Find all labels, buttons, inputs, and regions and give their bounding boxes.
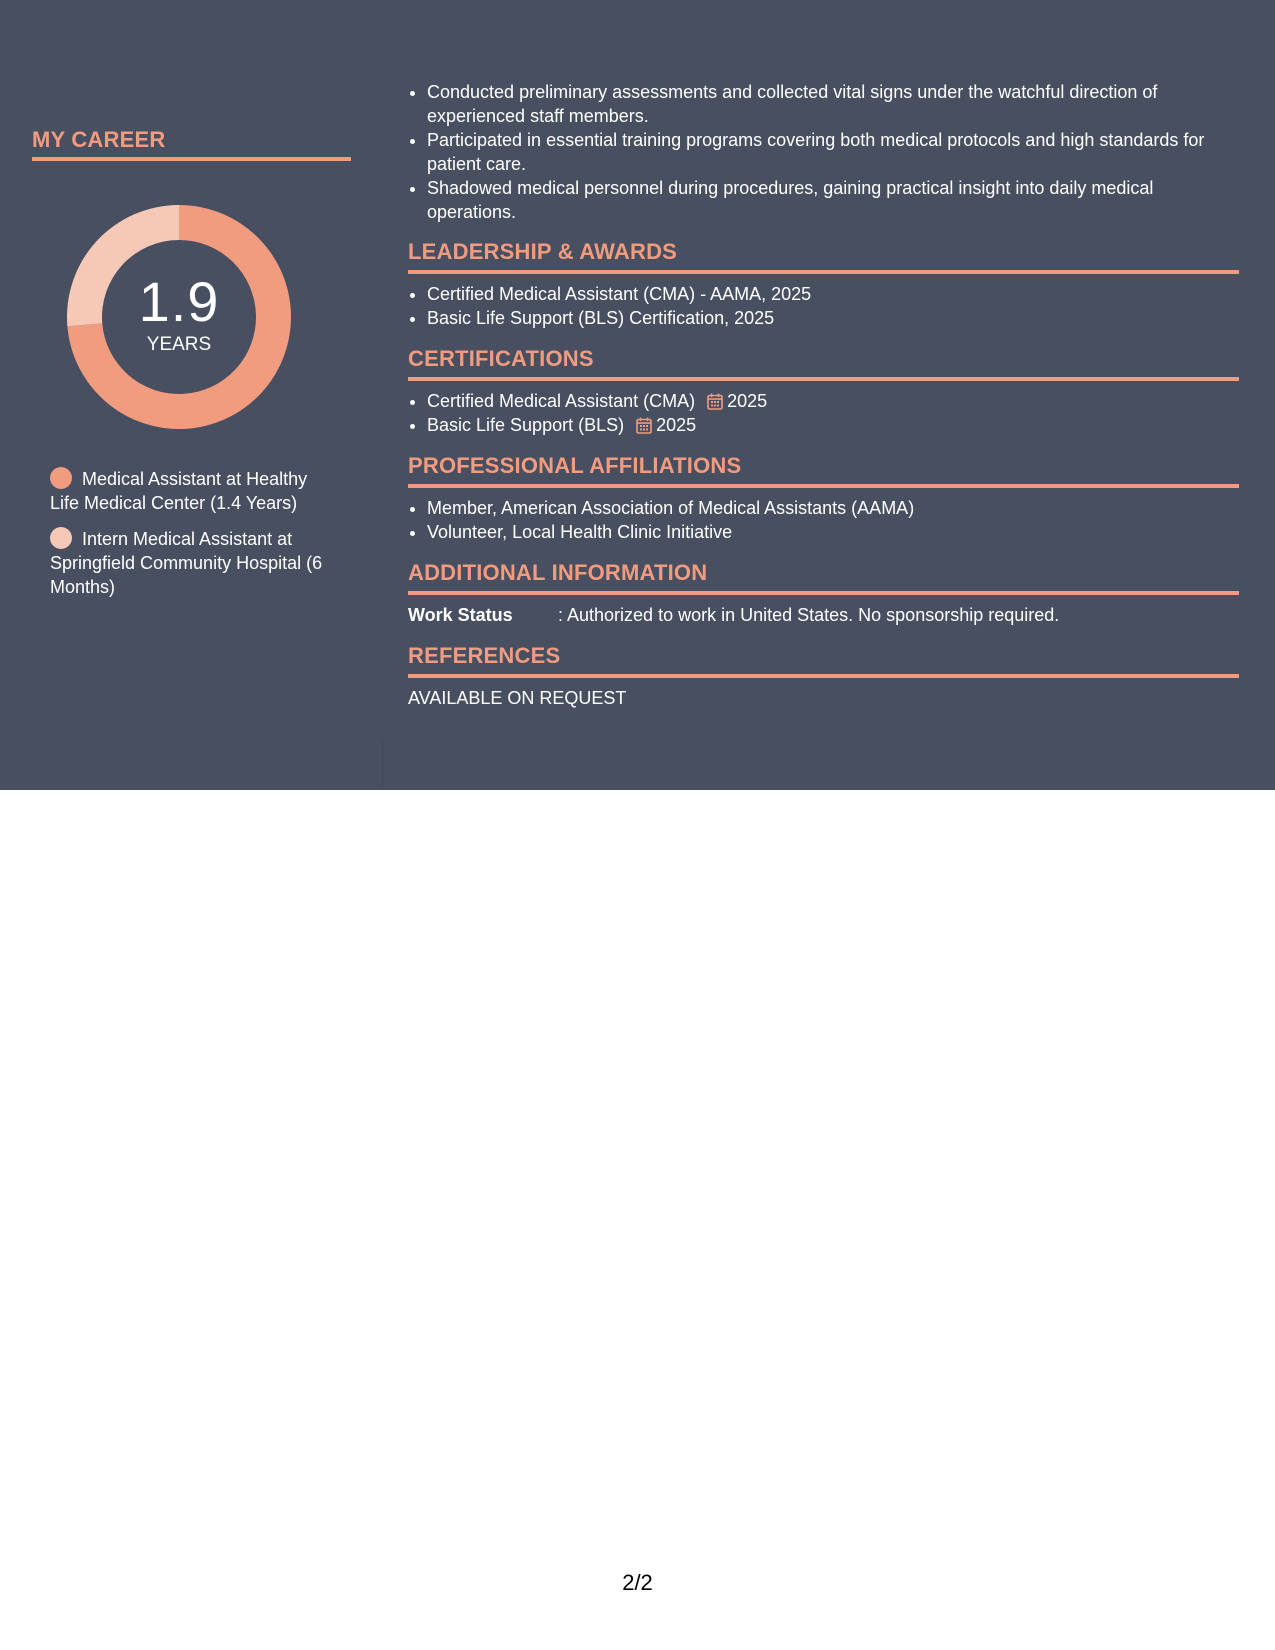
career-total-value: 1.9	[138, 270, 220, 333]
section-title: ADDITIONAL INFORMATION	[408, 560, 708, 585]
references-text: AVAILABLE ON REQUEST	[408, 688, 627, 708]
affiliations-list	[408, 496, 1240, 544]
list-item	[427, 413, 1240, 437]
certifications-list	[408, 389, 1240, 437]
cert-year: 2025	[727, 391, 768, 411]
legend-label: Intern Medical Assistant at Springfield Community Hospital (6 Months)	[50, 529, 323, 597]
section-rule	[408, 591, 1239, 595]
list-item	[427, 389, 1240, 413]
additional-info-section	[408, 559, 1240, 627]
work-status-label: Work Status	[408, 605, 513, 625]
career-title-rule	[32, 157, 351, 161]
list-item: • Volunteer, Local Health Clinic Initiative	[427, 520, 1240, 544]
section-rule	[408, 674, 1239, 678]
career-total-unit: YEARS	[146, 334, 212, 355]
section-rule	[408, 270, 1239, 274]
section-rule	[408, 377, 1239, 381]
work-status-value: : Authorized to work in United States. No sponsorship required.	[558, 605, 1060, 625]
cert-year: 2025	[656, 415, 697, 435]
legend-item	[50, 467, 340, 515]
section-title: CERTIFICATIONS	[408, 346, 594, 371]
section-rule	[408, 484, 1239, 488]
legend-dot	[50, 467, 72, 489]
work-status-row	[408, 603, 1240, 627]
list-item: • Member, American Association of Medical Assistants (AAMA)	[427, 496, 1240, 520]
list-item: • Participated in essential training programs covering both medical protocols and high standards for patient care.	[427, 128, 1240, 176]
list-item: • Conducted preliminary assessments and collected vital signs under the watchful direction of experienced staff members.	[427, 80, 1240, 128]
experience-bullets	[408, 80, 1240, 224]
section-title: PROFESSIONAL AFFILIATIONS	[408, 453, 742, 478]
legend-item	[50, 527, 340, 599]
career-legend	[50, 467, 340, 611]
main-content	[408, 0, 1240, 710]
leadership-list	[408, 282, 1240, 330]
section-title: LEADERSHIP & AWARDS	[408, 239, 678, 264]
list-item: • Shadowed medical personnel during procedures, gaining practical insight into daily medical operations.	[427, 176, 1240, 224]
donut-center-label	[67, 205, 291, 429]
cert-name: Certified Medical Assistant (CMA)	[427, 391, 696, 411]
references-section	[408, 642, 1240, 710]
legend-dot	[50, 527, 72, 549]
leadership-section	[408, 238, 1240, 330]
career-donut-chart	[67, 205, 291, 429]
calendar-icon	[707, 393, 723, 410]
calendar-icon	[636, 417, 652, 434]
section-title: REFERENCES	[408, 643, 561, 668]
career-title: MY CAREER	[32, 127, 166, 152]
list-item: • Basic Life Support (BLS) Certification, 2025	[427, 306, 1240, 330]
cert-name: Basic Life Support (BLS)	[427, 415, 625, 435]
legend-label: Medical Assistant at Healthy Life Medical Center (1.4 Years)	[50, 469, 308, 513]
list-item: • Certified Medical Assistant (CMA) - AAMA, 2025	[427, 282, 1240, 306]
affiliations-section	[408, 452, 1240, 544]
column-divider	[382, 740, 383, 790]
certifications-section	[408, 345, 1240, 437]
page-number: 2/2	[622, 1570, 653, 1595]
